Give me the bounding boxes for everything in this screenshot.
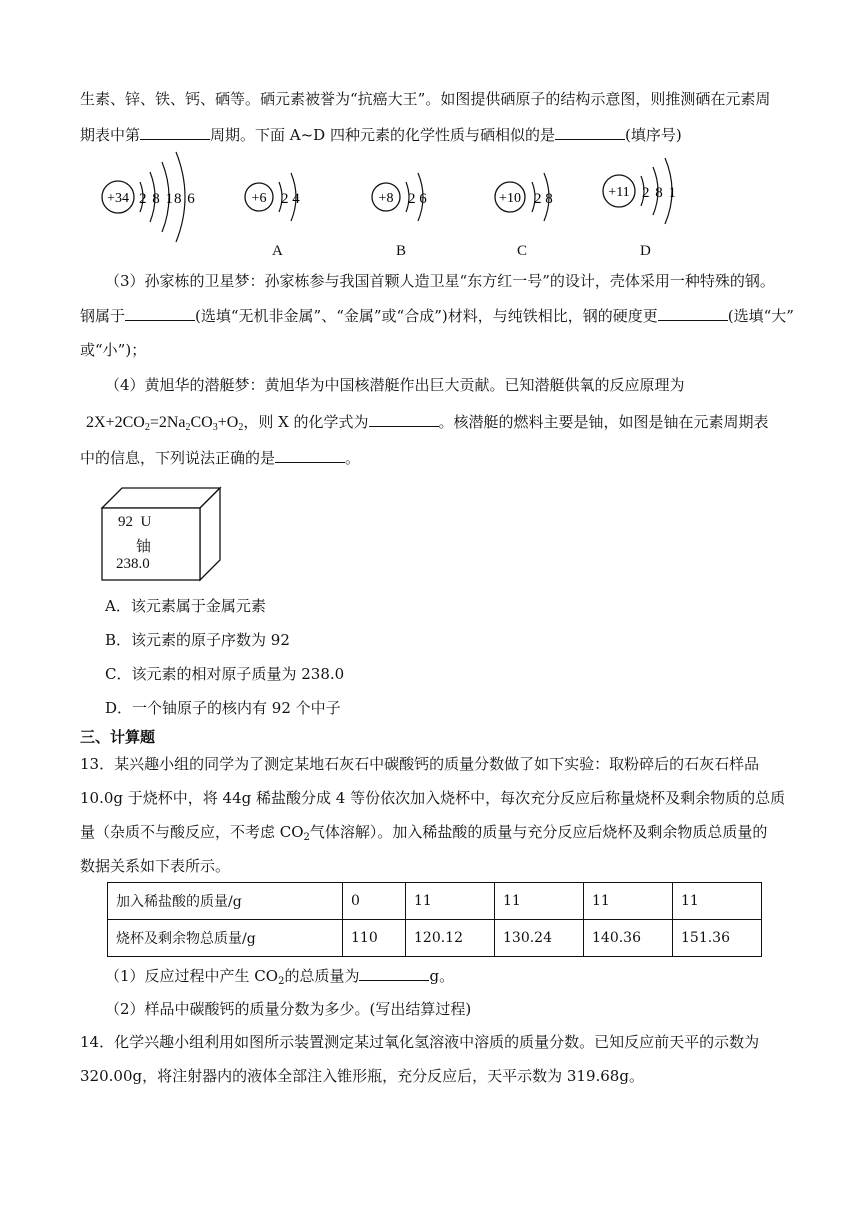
option-label: A xyxy=(272,243,283,259)
electron-shells: 2 8 1 xyxy=(642,185,677,201)
table-cell: 110 xyxy=(343,920,406,957)
text-fragment: (填序号) xyxy=(624,126,682,144)
text-line: 量（杂质不与酸反应，不考虑 $CO_2$气体溶解）。加入稀盐酸的质量与充分反应后烧杯及剩余物质总质量的 xyxy=(80,823,768,843)
choice-b[interactable]: B．该元素的原子序数为 92 xyxy=(105,631,290,649)
text-fragment: 。 xyxy=(345,449,361,467)
answer-blank[interactable] xyxy=(658,304,728,321)
nucleus-charge: +10 xyxy=(499,191,521,206)
text-fragment: (选填“大” xyxy=(727,307,794,325)
text-line: 14．化学兴趣小组利用如图所示装置测定某过氧化氢溶液中溶质的质量分数。已知反应前天平的示数为 xyxy=(80,1033,760,1051)
uranium-element-card xyxy=(100,484,230,588)
nucleus-charge: +34 xyxy=(107,191,129,206)
electron-shells: 2 4 xyxy=(281,191,300,207)
text-line xyxy=(80,123,682,146)
answer-blank[interactable] xyxy=(125,304,195,321)
atom-svg xyxy=(100,155,210,245)
element-header xyxy=(118,514,151,531)
text-line: 10.0g 于烧杯中，将 44g 稀盐酸分成 4 等份依次加入烧杯中，每次充分反应后称量烧杯及剩余物质的总质 xyxy=(80,789,786,807)
table-row xyxy=(108,883,762,920)
option-label: B xyxy=(396,243,407,259)
text-fragment: 钢属于 xyxy=(80,307,126,325)
text-line: 生素、锌、铁、钙、硒等。硒元素被誉为“抗癌大王”。如图提供硒原子的结构示意图，则推测硒在元素周 xyxy=(80,90,771,108)
text-line: 数据关系如下表所示。 xyxy=(80,857,231,875)
atom-diagram-d xyxy=(601,160,691,234)
nucleus-charge: +11 xyxy=(608,185,630,200)
element-name: 铀 xyxy=(136,537,152,555)
text-line: 或“小”)； xyxy=(80,341,147,359)
text-line xyxy=(86,410,769,434)
table-cell: 烧杯及剩余物总质量/g xyxy=(108,920,343,957)
atom-diagram-c xyxy=(492,170,572,234)
electron-shells: 2 8 xyxy=(534,191,553,207)
choice-d[interactable]: D．一个铀原子的核内有 92 个中子 xyxy=(105,699,341,717)
electron-shells: 2 8 18 6 xyxy=(139,191,196,207)
element-symbol: U xyxy=(140,514,152,530)
table-cell: 130.24 xyxy=(495,920,584,957)
text-line: （3）孙家栋的卫星梦：孙家栋参与我国首颗人造卫星“东方红一号”的设计，壳体采用一种特殊的钢。 xyxy=(105,272,775,290)
table-cell: 11 xyxy=(406,883,495,920)
table-cell: 11 xyxy=(584,883,673,920)
text-fragment: g。 xyxy=(429,967,455,985)
table-cell: 11 xyxy=(673,883,762,920)
atom-svg xyxy=(370,170,440,230)
text-fragment: （1）反应过程中产生 CO xyxy=(105,967,279,985)
table-cell: 11 xyxy=(495,883,584,920)
atomic-number: 92 xyxy=(118,514,133,530)
text-fragment: 气体溶解）。加入稀盐酸的质量与充分反应后烧杯及剩余物质总质量的 xyxy=(309,823,768,841)
answer-blank[interactable] xyxy=(140,123,210,140)
answer-blank[interactable] xyxy=(359,964,429,981)
text-fragment: 中的信息，下列说法正确的是 xyxy=(80,449,276,467)
electron-shells: 2 6 xyxy=(408,191,427,207)
table-cell: 加入稀盐酸的质量/g xyxy=(108,883,343,920)
atom-svg xyxy=(243,170,313,230)
text-fragment: 期表中第 xyxy=(80,126,141,144)
text-line: （2）样品中碳酸钙的质量分数为多少。(写出结算过程) xyxy=(105,1000,472,1018)
text-fragment: 量（杂质不与酸反应，不考虑 CO xyxy=(80,823,304,841)
text-fragment: 的总质量为 xyxy=(284,967,360,985)
option-label: C xyxy=(517,243,528,259)
atom-svg xyxy=(601,160,691,230)
atomic-mass: 238.0 xyxy=(116,556,150,572)
choice-a[interactable]: A．该元素属于金属元素 xyxy=(105,597,266,615)
atom-svg xyxy=(492,170,572,230)
table-cell: 0 xyxy=(343,883,406,920)
table-cell: 151.36 xyxy=(673,920,762,957)
option-label: D xyxy=(640,243,651,259)
data-table xyxy=(107,882,762,957)
choice-c[interactable]: C．该元素的相对原子质量为 238.0 xyxy=(105,665,345,683)
text-line: （1）反应过程中产生 $CO_2$的总质量为 g。 xyxy=(105,964,454,987)
text-line xyxy=(80,446,360,469)
table-cell: 120.12 xyxy=(406,920,495,957)
text-line: （4）黄旭华的潜艇梦：黄旭华为中国核潜艇作出巨大贡献。已知潜艇供氧的反应原理为 xyxy=(105,376,685,394)
text-fragment: ，则 X 的化学式为 xyxy=(243,413,369,431)
atom-diagram-a xyxy=(243,170,313,234)
text-line xyxy=(80,304,794,327)
nucleus-charge: +6 xyxy=(251,191,267,206)
chemical-equation: $2X+2CO_2=2Na_2CO_3+O_2$ xyxy=(86,414,244,433)
atom-diagram-b xyxy=(370,170,440,234)
text-line: 13．某兴趣小组的同学为了测定某地石灰石中碳酸钙的质量分数做了如下实验：取粉碎后的石灰石样品 xyxy=(80,755,760,773)
table-row xyxy=(108,920,762,957)
answer-blank[interactable] xyxy=(555,123,625,140)
text-line: 320.00g，将注射器内的液体全部注入锥形瓶，充分反应后，天平示数为 319.68g。 xyxy=(80,1067,644,1085)
answer-blank[interactable] xyxy=(275,446,345,463)
section-title: 三、计算题 xyxy=(80,728,156,746)
text-fragment: (选填“无机非金属”、“金属”或“合成”)材料，与纯铁相比，钢的硬度更 xyxy=(195,307,658,325)
answer-blank[interactable] xyxy=(369,410,439,427)
text-fragment: 。核潜艇的燃料主要是铀，如图是铀在元素周期表 xyxy=(438,413,769,431)
text-fragment: 周期。下面 A~D 四种元素的化学性质与硒相似的是 xyxy=(210,126,555,144)
atom-diagram-se xyxy=(100,155,210,249)
table-cell: 140.36 xyxy=(584,920,673,957)
nucleus-charge: +8 xyxy=(378,191,394,206)
